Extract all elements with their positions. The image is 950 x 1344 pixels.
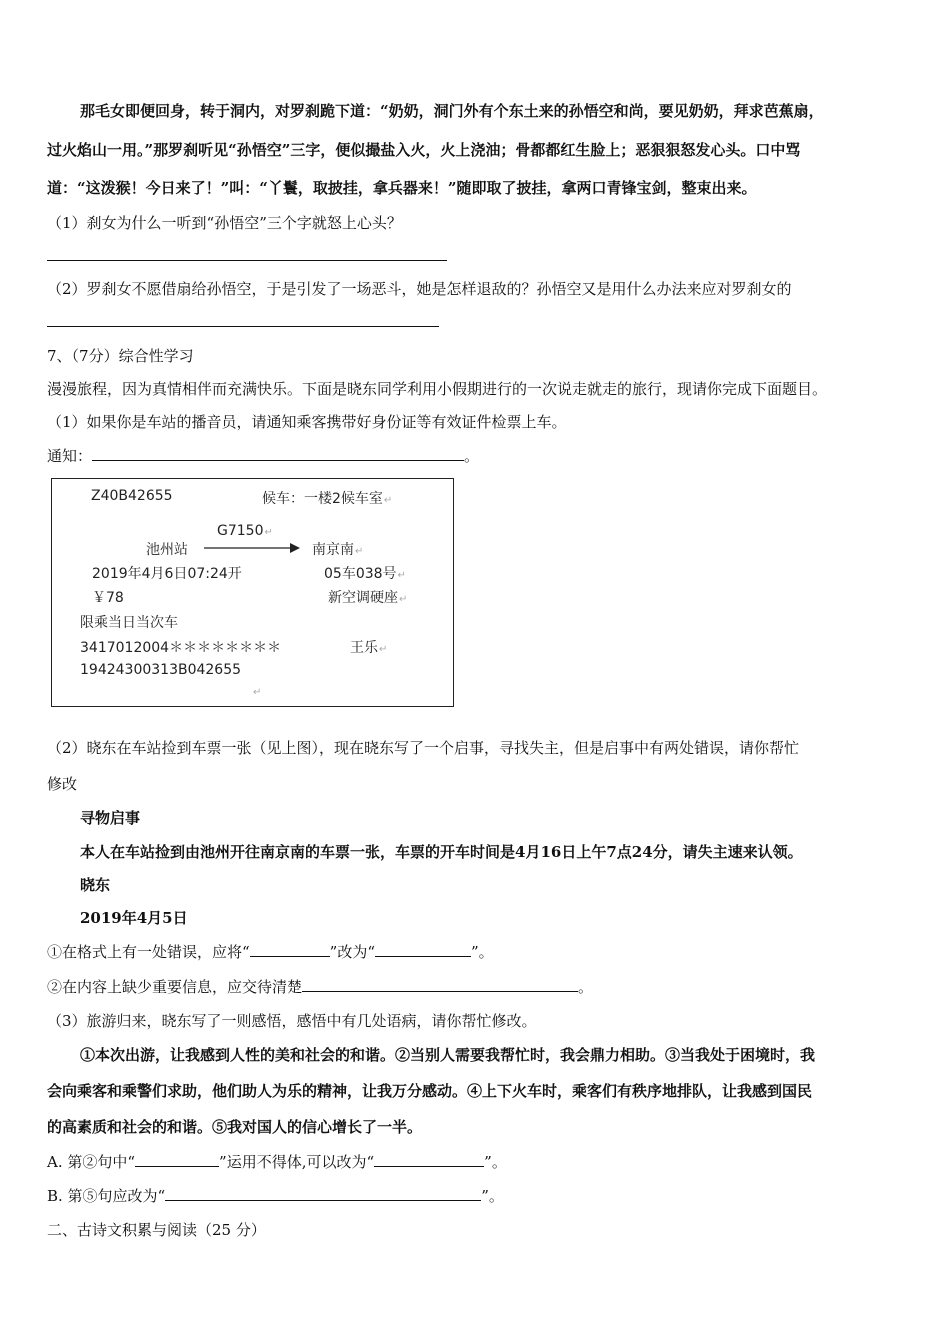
q7-sub2-line-2: 修改: [47, 775, 78, 793]
ticket-to-station: 南京南↵: [312, 542, 364, 558]
ticket-code: Z40B42655: [91, 488, 173, 504]
notice-end: 。: [464, 447, 480, 465]
q6-sub1: （1）刹女为什么一听到“孙悟空”三个字就怒上心头？: [47, 214, 402, 232]
answer-a-text-a: A. 第②句中“: [47, 1153, 136, 1171]
correction-1-text-b: ”改为“: [329, 943, 376, 961]
ticket-serial: 19424300313B042655: [80, 662, 242, 678]
lost-notice-date: 2019年4月5日: [80, 909, 188, 927]
essay-line-1: ①本次出游，让我感到人性的美和社会的和谐。②当别人需要我帮忙时，我会鼎力相助。③当我处于困境时，我: [80, 1046, 816, 1064]
answer-a: [47, 1152, 507, 1172]
correction-1: [47, 942, 494, 962]
essay-line-3: 的高素质和社会的和谐。⑤我对国人的信心增长了一半。: [47, 1118, 423, 1136]
lost-notice-title: 寻物启事: [80, 809, 141, 827]
ticket-waiting-room: 候车：一楼2候车室↵: [262, 491, 393, 507]
correction-1-blank-1[interactable]: [250, 942, 330, 957]
lost-notice-signature: 晓东: [80, 876, 111, 894]
section-2-heading: 二、古诗文积累与阅读（25 分）: [47, 1221, 266, 1239]
answer-b-text-b: ”。: [481, 1187, 504, 1205]
ticket-id-number: 3417012004＊＊＊＊＊＊＊＊: [80, 640, 282, 656]
correction-2-text-b: 。: [578, 978, 594, 996]
lost-notice-body: 本人在车站捡到由池州开往南京南的车票一张，车票的开车时间是4月16日上午7点24分，请失主速来认领。: [80, 843, 803, 861]
notice-line: [47, 446, 479, 466]
ticket-direction-arrow: [202, 541, 302, 555]
answer-b-blank[interactable]: [165, 1186, 481, 1201]
correction-2: [47, 977, 593, 997]
essay-line-2: 会向乘客和乘警们求助，他们助人为乐的精神，让我万分感动。④上下火车时，乘客们有秩序地排队，让我感到国民: [47, 1082, 813, 1100]
passage-line-2: 过火焰山一用。”那罗刹听见“孙悟空”三字，便似撮盐入火，火上浇油；骨都都红生脸上；恶狠狠怒发心头。口中骂: [47, 141, 801, 159]
notice-blank[interactable]: [92, 446, 464, 461]
ticket-limit: 限乘当日当次车: [80, 615, 178, 631]
answer-b: [47, 1186, 504, 1206]
correction-2-blank[interactable]: [302, 977, 578, 992]
notice-label: 通知：: [47, 447, 93, 465]
answer-a-text-c: ”。: [484, 1153, 507, 1171]
ticket-passenger-name: 王乐↵: [350, 640, 388, 656]
q7-intro: 漫漫旅程，因为真情相伴而充满快乐。下面是晓东同学利用小假期进行的一次说走就走的旅行，现请你完成下面题目。: [47, 380, 828, 398]
q7-title: 7、（7分）综合性学习: [47, 347, 194, 365]
q7-sub3: （3）旅游归来，晓东写了一则感悟，感悟中有几处语病，请你帮忙修改。: [47, 1012, 537, 1030]
ticket-from-station: 池州站: [146, 542, 188, 558]
q6-answer-line-2[interactable]: [47, 326, 439, 327]
ticket-seat-class: 新空调硬座↵: [328, 590, 408, 606]
ticket-datetime: 2019年4月6日07:24开: [92, 566, 242, 582]
ticket-return-mark: ↵: [253, 687, 262, 698]
ticket-price: ￥78: [92, 590, 124, 606]
correction-1-text-a: ①在格式上有一处错误，应将“: [47, 943, 250, 961]
answer-a-blank-2[interactable]: [374, 1152, 484, 1167]
correction-2-text-a: ②在内容上缺少重要信息，应交待清楚: [47, 978, 303, 996]
ticket-seat: 05车038号↵: [324, 566, 406, 582]
q7-sub2-line-1: （2）晓东在车站捡到车票一张（见上图），现在晓东写了一个启事，寻找失主，但是启事中有两处错误，请你帮忙: [47, 739, 800, 757]
ticket-train-number: G7150↵: [217, 523, 273, 539]
passage-line-3: 道：“这泼猴！今日来了！”叫：“丫鬟，取披挂，拿兵器来！”随即取了披挂，拿两口青锋宝剑，整束出来。: [47, 179, 757, 197]
answer-a-blank-1[interactable]: [135, 1152, 219, 1167]
answer-a-text-b: ”运用不得体,可以改为“: [219, 1153, 375, 1171]
q6-sub2: （2）罗刹女不愿借扇给孙悟空，于是引发了一场恶斗，她是怎样退敌的？孙悟空又是用什么办法来应对罗刹女的: [47, 280, 792, 298]
answer-b-text-a: B. 第⑤句应改为“: [47, 1187, 166, 1205]
correction-1-blank-2[interactable]: [375, 942, 471, 957]
q7-sub1: （1）如果你是车站的播音员，请通知乘客携带好身份证等有效证件检票上车。: [47, 413, 567, 431]
passage-line-1: 那毛女即便回身，转于洞内，对罗刹跪下道：“奶奶，洞门外有个东土来的孙悟空和尚，要见奶奶，拜求芭蕉扇，: [80, 102, 824, 120]
q6-answer-line-1[interactable]: [47, 260, 447, 261]
train-ticket: [51, 478, 454, 707]
correction-1-text-c: ”。: [471, 943, 494, 961]
